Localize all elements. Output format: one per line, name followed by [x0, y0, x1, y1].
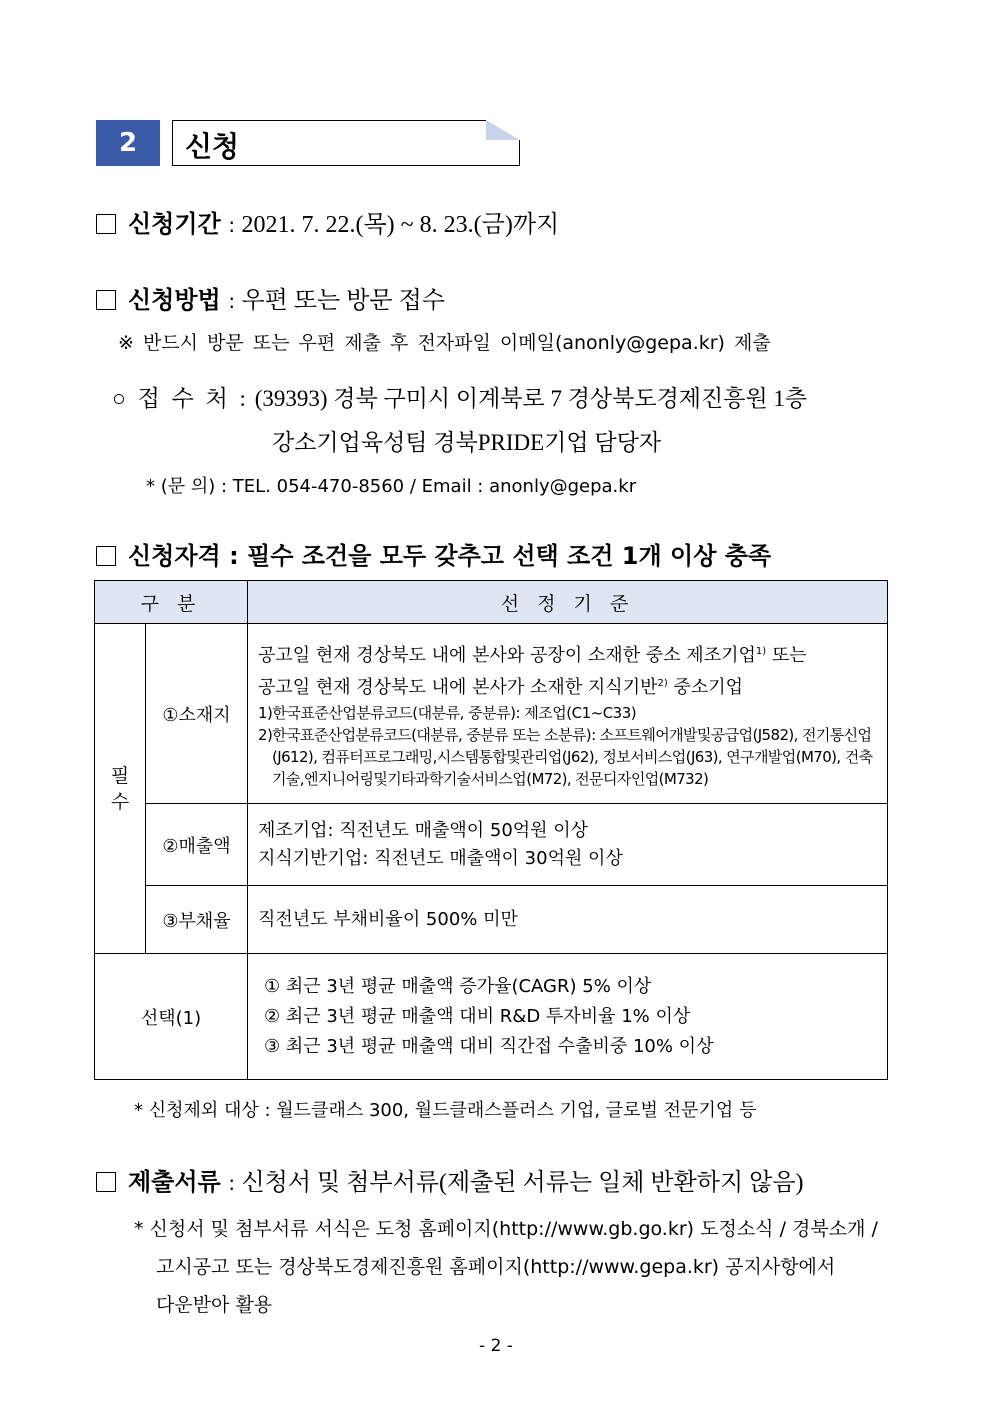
- checkbox-square-icon: [96, 290, 116, 310]
- optional-label: 선택(1): [95, 954, 248, 1080]
- eligibility-value: 필수 조건을 모두 갖추고 선택 조건 1개 이상 충족: [247, 542, 772, 570]
- checkbox-square-icon: [96, 546, 116, 566]
- location-line1: 공고일 현재 경상북도 내에 본사와 공장이 소재한 중소 제조기업: [258, 644, 756, 666]
- optional-item: ③ 최근 3년 평균 매출액 대비 직간접 수출비중 10% 이상: [264, 1035, 714, 1057]
- method-value: 우편 또는 방문 접수: [241, 288, 445, 314]
- optional-item: ② 최근 3년 평균 매출액 대비 R&D 투자비율 1% 이상: [264, 1005, 691, 1027]
- folded-corner: [486, 120, 520, 140]
- method-note: ※ 반드시 방문 또는 우편 제출 후 전자파일 이메일(anonly@gepa.kr) 제출: [118, 332, 771, 354]
- section-title: 신청: [185, 130, 240, 163]
- row-criteria: [248, 804, 888, 886]
- table-header-row: [95, 581, 888, 624]
- section-title-box: [172, 120, 520, 166]
- row-name: ①소재지: [146, 624, 248, 804]
- required-label-cell: [95, 624, 146, 954]
- eligibility-label: 신청자격: [128, 542, 221, 570]
- period-value: 2021. 7. 22.(목) ~ 8. 23.(금)까지: [241, 212, 560, 238]
- receipt-address: (39393) 경북 구미시 이계북로 7 경상북도경제진흥원 1층: [254, 386, 808, 411]
- criteria-table: [94, 580, 888, 1080]
- footnote-mark-1: 1): [755, 645, 767, 657]
- row-criteria: [248, 624, 888, 804]
- receipt-label: ○ 접 수 처 :: [112, 386, 249, 411]
- documents-note-line3: 다운받아 활용: [156, 1294, 273, 1316]
- section-number: 2: [96, 120, 160, 166]
- location-line2: 공고일 현재 경상북도 내에 본사가 소재한 지식기반: [258, 676, 658, 698]
- page-number: - 2 -: [479, 1336, 513, 1356]
- location-line2-tail: 중소기업: [667, 676, 744, 698]
- receipt-team: 강소기업육성팀 경북PRIDE기업 담당자: [272, 430, 662, 455]
- location-line1-tail: 또는: [766, 644, 807, 666]
- footnote-mark-2: 2): [657, 677, 668, 689]
- checkbox-square-icon: [96, 214, 116, 234]
- footnote-1: 1)한국표준산업분류코드(대분류, 중분류): 제조업(C1~C33): [258, 703, 637, 722]
- table-row: [95, 624, 888, 804]
- header-criteria: 선 정 기 준: [248, 581, 888, 624]
- documents-note: [134, 1210, 900, 1324]
- documents-note-line1: * 신청서 및 첨부서류 서식은 도청 홈페이지(http://www.gb.go.kr) 도정소식 / 경북소개 /: [134, 1218, 878, 1240]
- debt-line1: 직전년도 부채비율이 500% 미만: [258, 908, 518, 930]
- period-label: 신청기간: [128, 210, 221, 238]
- optional-criteria: [248, 954, 888, 1080]
- table-row: [95, 804, 888, 886]
- documents-row: 제출서류 : 신청서 및 첨부서류(제출된 서류는 일체 반환하지 않음): [96, 1162, 804, 1197]
- documents-label: 제출서류: [128, 1168, 221, 1196]
- row-criteria: [248, 886, 888, 954]
- table-row: [95, 886, 888, 954]
- table-row: [95, 954, 888, 1080]
- sales-line1: 제조기업: 직전년도 매출액이 50억원 이상: [258, 819, 589, 841]
- checkbox-square-icon: [96, 1172, 116, 1192]
- period-row: 신청기간 : 2021. 7. 22.(목) ~ 8. 23.(금)까지: [96, 204, 559, 239]
- method-label: 신청방법: [128, 286, 221, 314]
- eligibility-row: 신청자격 : 필수 조건을 모두 갖추고 선택 조건 1개 이상 충족: [96, 536, 771, 571]
- footnote-2: 2)한국표준산업분류코드(대분류, 중분류 또는 소분류): 소프트웨어개발및공급업(J582), 전기통신업(J612), 컴퓨터프로그래밍,시스템통합및관리업(J62), 정보서비스업(J63), 연구개발업(M70), 건축기술,엔지니어링및기타과학기술서비스업(M72), 전문디자인업(M732): [258, 725, 873, 788]
- contact-info: * (문 의) : TEL. 054-470-8560 / Email : anonly@gepa.kr: [146, 476, 637, 497]
- required-label: 필 수: [110, 764, 130, 813]
- header-category: 구 분: [95, 581, 248, 624]
- receipt-row: [112, 380, 807, 413]
- documents-note-line2: 고시공고 또는 경상북도경제진흥원 홈페이지(http://www.gepa.kr) 공지사항에서: [156, 1256, 836, 1278]
- optional-item: ① 최근 3년 평균 매출액 증가율(CAGR) 5% 이상: [264, 975, 652, 997]
- row-name: ②매출액: [146, 804, 248, 886]
- method-row: 신청방법 : 우편 또는 방문 접수: [96, 280, 445, 315]
- row-name: ③부채율: [146, 886, 248, 954]
- sales-line2: 지식기반기업: 직전년도 매출액이 30억원 이상: [258, 847, 623, 869]
- documents-value: 신청서 및 첨부서류(제출된 서류는 일체 반환하지 않음): [241, 1170, 804, 1196]
- exclusion-note: * 신청제외 대상 : 월드클래스 300, 월드클래스플러스 기업, 글로벌 전문기업 등: [134, 1100, 757, 1121]
